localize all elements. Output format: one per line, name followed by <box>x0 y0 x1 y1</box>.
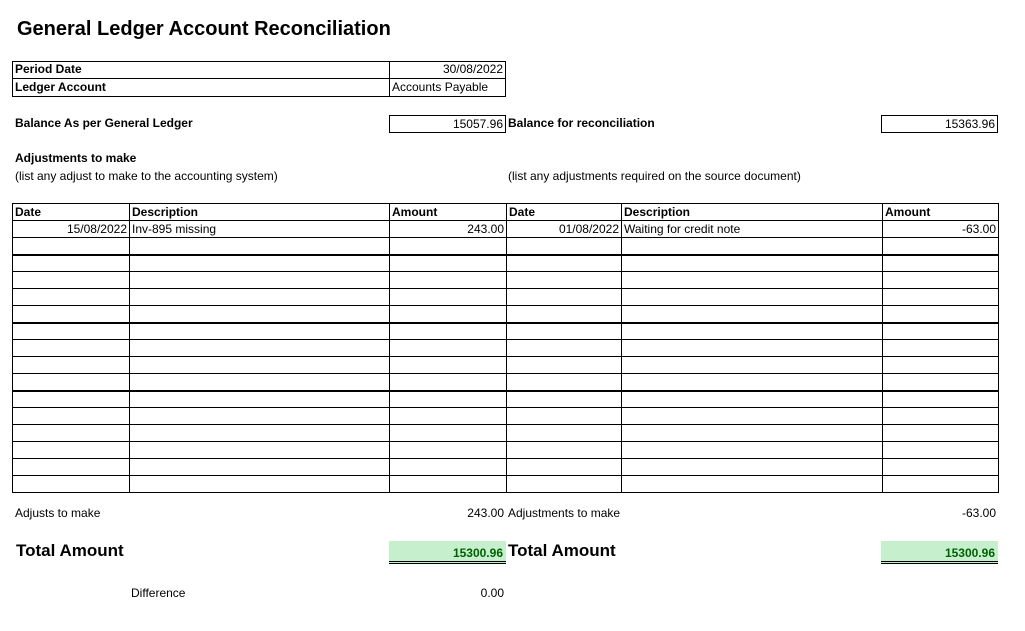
empty-cell[interactable] <box>130 357 390 374</box>
period-date-label: Period Date <box>15 62 82 76</box>
empty-cell[interactable] <box>622 272 883 289</box>
empty-cell[interactable] <box>130 425 390 442</box>
empty-cell[interactable] <box>622 391 883 408</box>
empty-cell[interactable] <box>13 374 130 391</box>
empty-cell[interactable] <box>390 357 507 374</box>
empty-cell[interactable] <box>13 306 130 323</box>
empty-cell[interactable] <box>507 476 622 493</box>
period-date-value[interactable]: 30/08/2022 <box>442 62 503 76</box>
empty-cell[interactable] <box>507 442 622 459</box>
empty-cell[interactable] <box>390 323 507 340</box>
table-row <box>13 221 999 238</box>
empty-cell[interactable] <box>390 476 507 493</box>
ledger-account-label: Ledger Account <box>15 80 106 94</box>
col-header-description-right: Description <box>622 204 883 221</box>
empty-cell[interactable] <box>13 425 130 442</box>
empty-cell[interactable] <box>390 374 507 391</box>
table-row-empty <box>13 459 999 476</box>
empty-cell[interactable] <box>622 289 883 306</box>
total-amount-value-right[interactable]: 15300.96 <box>881 541 998 564</box>
cell-amount-left[interactable]: 243.00 <box>390 221 507 238</box>
empty-cell[interactable] <box>622 340 883 357</box>
table-row-empty <box>13 323 999 340</box>
empty-cell[interactable] <box>883 425 999 442</box>
empty-cell[interactable] <box>507 323 622 340</box>
empty-cell[interactable] <box>883 357 999 374</box>
empty-cell[interactable] <box>883 459 999 476</box>
adjustments-table <box>12 203 999 493</box>
table-row-empty <box>13 306 999 323</box>
empty-cell[interactable] <box>390 289 507 306</box>
empty-cell[interactable] <box>622 408 883 425</box>
empty-cell[interactable] <box>130 340 390 357</box>
empty-cell[interactable] <box>622 306 883 323</box>
empty-cell[interactable] <box>622 459 883 476</box>
empty-cell[interactable] <box>390 391 507 408</box>
total-amount-label-right: Total Amount <box>508 541 616 560</box>
adjustments-to-make-label: Adjustments to make <box>508 506 621 520</box>
empty-cell[interactable] <box>390 306 507 323</box>
empty-cell[interactable] <box>130 306 390 323</box>
adjusts-to-make-label: Adjusts to make <box>15 506 101 520</box>
empty-cell[interactable] <box>622 425 883 442</box>
table-row-empty <box>13 391 999 408</box>
empty-cell[interactable] <box>13 289 130 306</box>
empty-cell[interactable] <box>622 357 883 374</box>
table-row-empty <box>13 408 999 425</box>
empty-cell[interactable] <box>130 408 390 425</box>
empty-cell[interactable] <box>622 374 883 391</box>
empty-cell[interactable] <box>130 238 390 255</box>
table-row-empty <box>13 340 999 357</box>
empty-cell[interactable] <box>390 255 507 272</box>
empty-cell[interactable] <box>883 323 999 340</box>
empty-cell[interactable] <box>883 391 999 408</box>
empty-cell[interactable] <box>883 374 999 391</box>
adjusts-to-make-value[interactable]: 243.00 <box>467 506 504 520</box>
empty-cell[interactable] <box>390 340 507 357</box>
empty-cell[interactable] <box>13 476 130 493</box>
col-header-date-right: Date <box>507 204 622 221</box>
empty-cell[interactable] <box>130 476 390 493</box>
empty-cell[interactable] <box>13 442 130 459</box>
cell-amount-right[interactable]: -63.00 <box>883 221 999 238</box>
empty-cell[interactable] <box>507 238 622 255</box>
recon-balance-value[interactable]: 15363.96 <box>881 115 998 133</box>
cell-description-left[interactable]: Inv-895 missing <box>130 221 390 238</box>
empty-cell[interactable] <box>130 255 390 272</box>
empty-cell[interactable] <box>507 459 622 476</box>
table-row-empty <box>13 357 999 374</box>
empty-cell[interactable] <box>883 289 999 306</box>
empty-cell[interactable] <box>130 442 390 459</box>
col-header-date-left: Date <box>13 204 130 221</box>
empty-cell[interactable] <box>390 272 507 289</box>
empty-cell[interactable] <box>507 408 622 425</box>
col-header-description-left: Description <box>130 204 390 221</box>
empty-cell[interactable] <box>622 442 883 459</box>
table-row-empty <box>13 289 999 306</box>
empty-cell[interactable] <box>507 391 622 408</box>
empty-cell[interactable] <box>130 459 390 476</box>
empty-cell[interactable] <box>390 238 507 255</box>
table-row-empty <box>13 238 999 255</box>
empty-cell[interactable] <box>622 255 883 272</box>
empty-cell[interactable] <box>390 425 507 442</box>
empty-cell[interactable] <box>13 255 130 272</box>
col-header-amount-left: Amount <box>390 204 507 221</box>
empty-cell[interactable] <box>507 425 622 442</box>
adjustments-right-note: (list any adjustments required on the source document) <box>508 169 801 183</box>
empty-cell[interactable] <box>13 323 130 340</box>
empty-cell[interactable] <box>507 340 622 357</box>
adjustments-heading: Adjustments to make <box>15 151 137 165</box>
difference-value[interactable]: 0.00 <box>480 586 504 600</box>
ledger-account-value[interactable]: Accounts Payable <box>392 80 489 94</box>
table-row-empty <box>13 425 999 442</box>
recon-balance-label: Balance for reconciliation <box>508 116 655 130</box>
gl-balance-label: Balance As per General Ledger <box>15 116 193 130</box>
cell-date-right[interactable]: 01/08/2022 <box>507 221 622 238</box>
total-amount-label-left: Total Amount <box>16 541 124 560</box>
empty-cell[interactable] <box>507 374 622 391</box>
empty-cell[interactable] <box>13 272 130 289</box>
empty-cell[interactable] <box>883 408 999 425</box>
table-row-empty <box>13 476 999 493</box>
empty-cell[interactable] <box>883 272 999 289</box>
adjustments-to-make-value[interactable]: -63.00 <box>961 506 996 520</box>
page-title: General Ledger Account Reconciliation <box>17 18 391 40</box>
empty-cell[interactable] <box>130 272 390 289</box>
empty-cell[interactable] <box>883 255 999 272</box>
empty-cell[interactable] <box>390 442 507 459</box>
empty-cell[interactable] <box>507 306 622 323</box>
empty-cell[interactable] <box>507 255 622 272</box>
empty-cell[interactable] <box>130 289 390 306</box>
table-row-empty <box>13 255 999 272</box>
empty-cell[interactable] <box>130 323 390 340</box>
gl-balance-value[interactable]: 15057.96 <box>389 115 506 133</box>
empty-cell[interactable] <box>13 357 130 374</box>
empty-cell[interactable] <box>13 340 130 357</box>
empty-cell[interactable] <box>622 238 883 255</box>
empty-cell[interactable] <box>883 238 999 255</box>
table-row-empty <box>13 442 999 459</box>
empty-cell[interactable] <box>130 391 390 408</box>
empty-cell[interactable] <box>507 289 622 306</box>
empty-cell[interactable] <box>13 459 130 476</box>
empty-cell[interactable] <box>883 340 999 357</box>
total-amount-value-left[interactable]: 15300.96 <box>389 541 506 564</box>
empty-cell[interactable] <box>883 476 999 493</box>
adjustments-left-note: (list any adjust to make to the accounting system) <box>15 169 278 183</box>
empty-cell[interactable] <box>13 391 130 408</box>
empty-cell[interactable] <box>390 408 507 425</box>
cell-date-left[interactable]: 15/08/2022 <box>13 221 130 238</box>
empty-cell[interactable] <box>622 476 883 493</box>
col-header-amount-right: Amount <box>883 204 999 221</box>
empty-cell[interactable] <box>130 374 390 391</box>
empty-cell[interactable] <box>883 442 999 459</box>
empty-cell[interactable] <box>13 408 130 425</box>
table-row-empty <box>13 272 999 289</box>
table-row-empty <box>13 374 999 391</box>
empty-cell[interactable] <box>883 306 999 323</box>
difference-label: Difference <box>131 586 186 600</box>
empty-cell[interactable] <box>13 238 130 255</box>
empty-cell[interactable] <box>507 272 622 289</box>
empty-cell[interactable] <box>622 323 883 340</box>
empty-cell[interactable] <box>390 459 507 476</box>
empty-cell[interactable] <box>507 357 622 374</box>
cell-description-right[interactable]: Waiting for credit note <box>622 221 883 238</box>
